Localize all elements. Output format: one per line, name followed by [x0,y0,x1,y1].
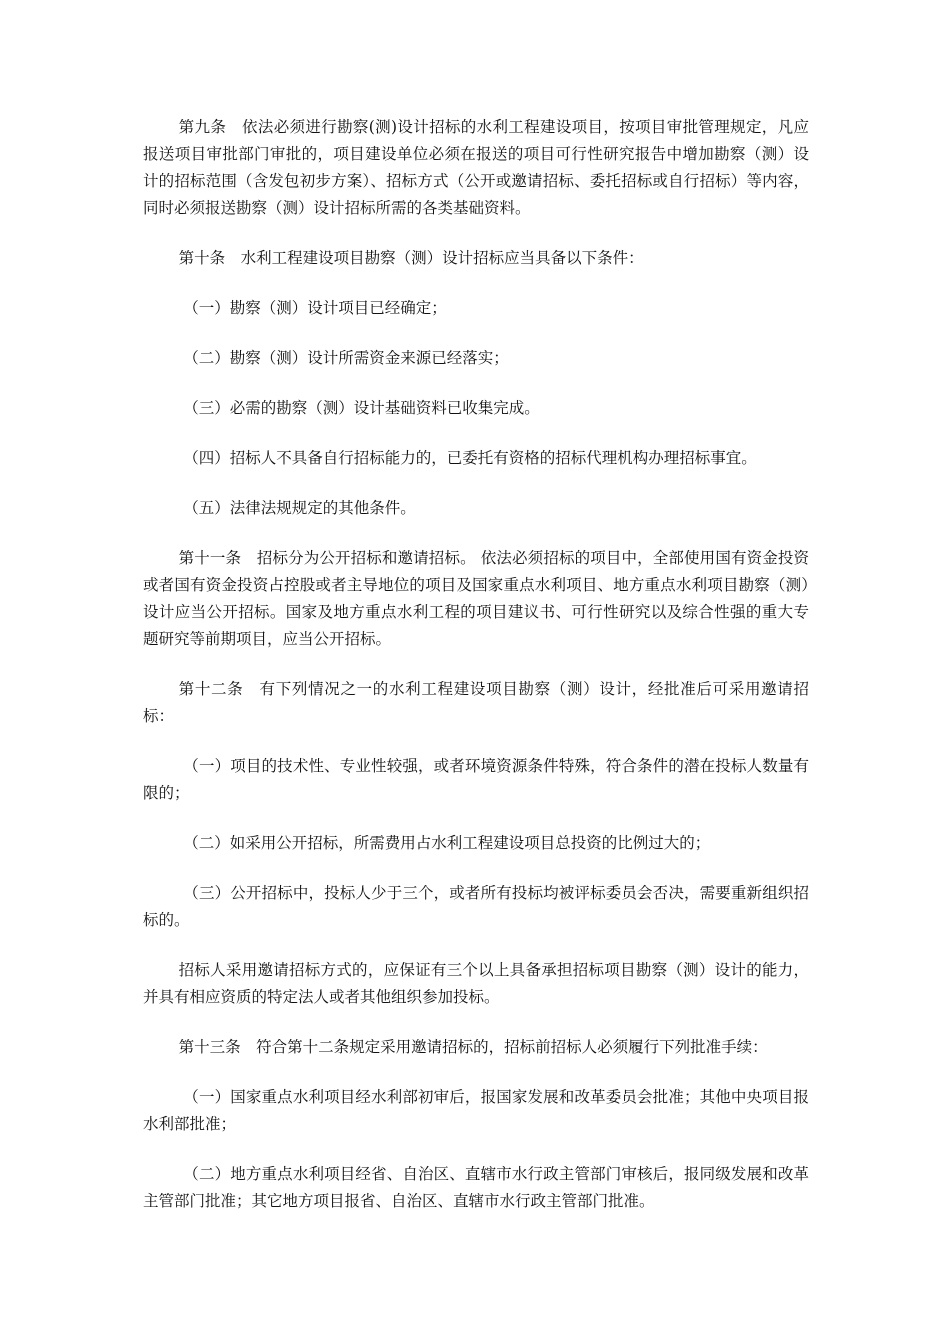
article-12-item-1: （一）项目的技术性、专业性较强，或者环境资源条件特殊，符合条件的潜在投标人数量有限的； [143,757,809,802]
article-10-item-4: （四）招标人不具备自行招标能力的，已委托有资格的招标代理机构办理招标事宜。 [183,449,757,467]
article-13-item-2: （二）地方重点水利项目经省、自治区、直辖市水行政主管部门审核后，报同级发展和改革主管部门批准；其它地方项目报省、自治区、直辖市水行政主管部门批准。 [143,1165,809,1210]
article-10-item-2: （二）勘察（测）设计所需资金来源已经落实； [183,349,509,367]
article-10-item-5: （五）法律法规规定的其他条件。 [183,499,416,517]
article-11-paragraph: 第十一条 招标分为公开招标和邀请招标。 依法必须招标的项目中，全部使用国有资金投资或者国有资金投资占控股或者主导地位的项目及国家重点水利项目、地方重点水利项目勘察（测）设计应当公开招标。国家及地方重点水利工程的项目建议书、可行性研究以及综合性强的重大专题研究等前期项目，应当公开招标。 [143,549,809,648]
article-10-item-3: （三）必需的勘察（测）设计基础资料已收集完成。 [183,399,540,417]
article-12-paragraph: 第十二条 有下列情况之一的水利工程建设项目勘察（测）设计，经批准后可采用邀请招标： [143,680,809,725]
article-12-item-3: （三）公开招标中，投标人少于三个，或者所有投标均被评标委员会否决，需要重新组织招标的。 [143,884,809,929]
article-9-paragraph: 第九条 依法必须进行勘察(测)设计招标的水利工程建设项目，按项目审批管理规定，凡应报送项目审批部门审批的，项目建设单位必须在报送的项目可行性研究报告中增加勘察（测）设计的招标范围（含发包初步方案）、招标方式（公开或邀请招标、委托招标或自行招标）等内容，同时必须报送勘察（测）设计招标所需的各类基础资料。 [143,118,809,217]
article-13-item-1: （一）国家重点水利项目经水利部初审后，报国家发展和改革委员会批准；其他中央项目报水利部批准； [143,1088,809,1133]
document-body [143,114,809,1238]
article-10-paragraph: 第十条 水利工程建设项目勘察（测）设计招标应当具备以下条件： [178,249,644,267]
article-13-paragraph: 第十三条 符合第十二条规定采用邀请招标的，招标前招标人必须履行下列批准手续： [178,1038,768,1056]
article-12-item-2: （二）如采用公开招标，所需费用占水利工程建设项目总投资的比例过大的； [183,834,711,852]
article-10-item-1: （一）勘察（测）设计项目已经确定； [183,299,447,317]
invitation-requirement-paragraph: 招标人采用邀请招标方式的，应保证有三个以上具备承担招标项目勘察（测）设计的能力，并具有相应资质的特定法人或者其他组织参加投标。 [143,961,809,1006]
